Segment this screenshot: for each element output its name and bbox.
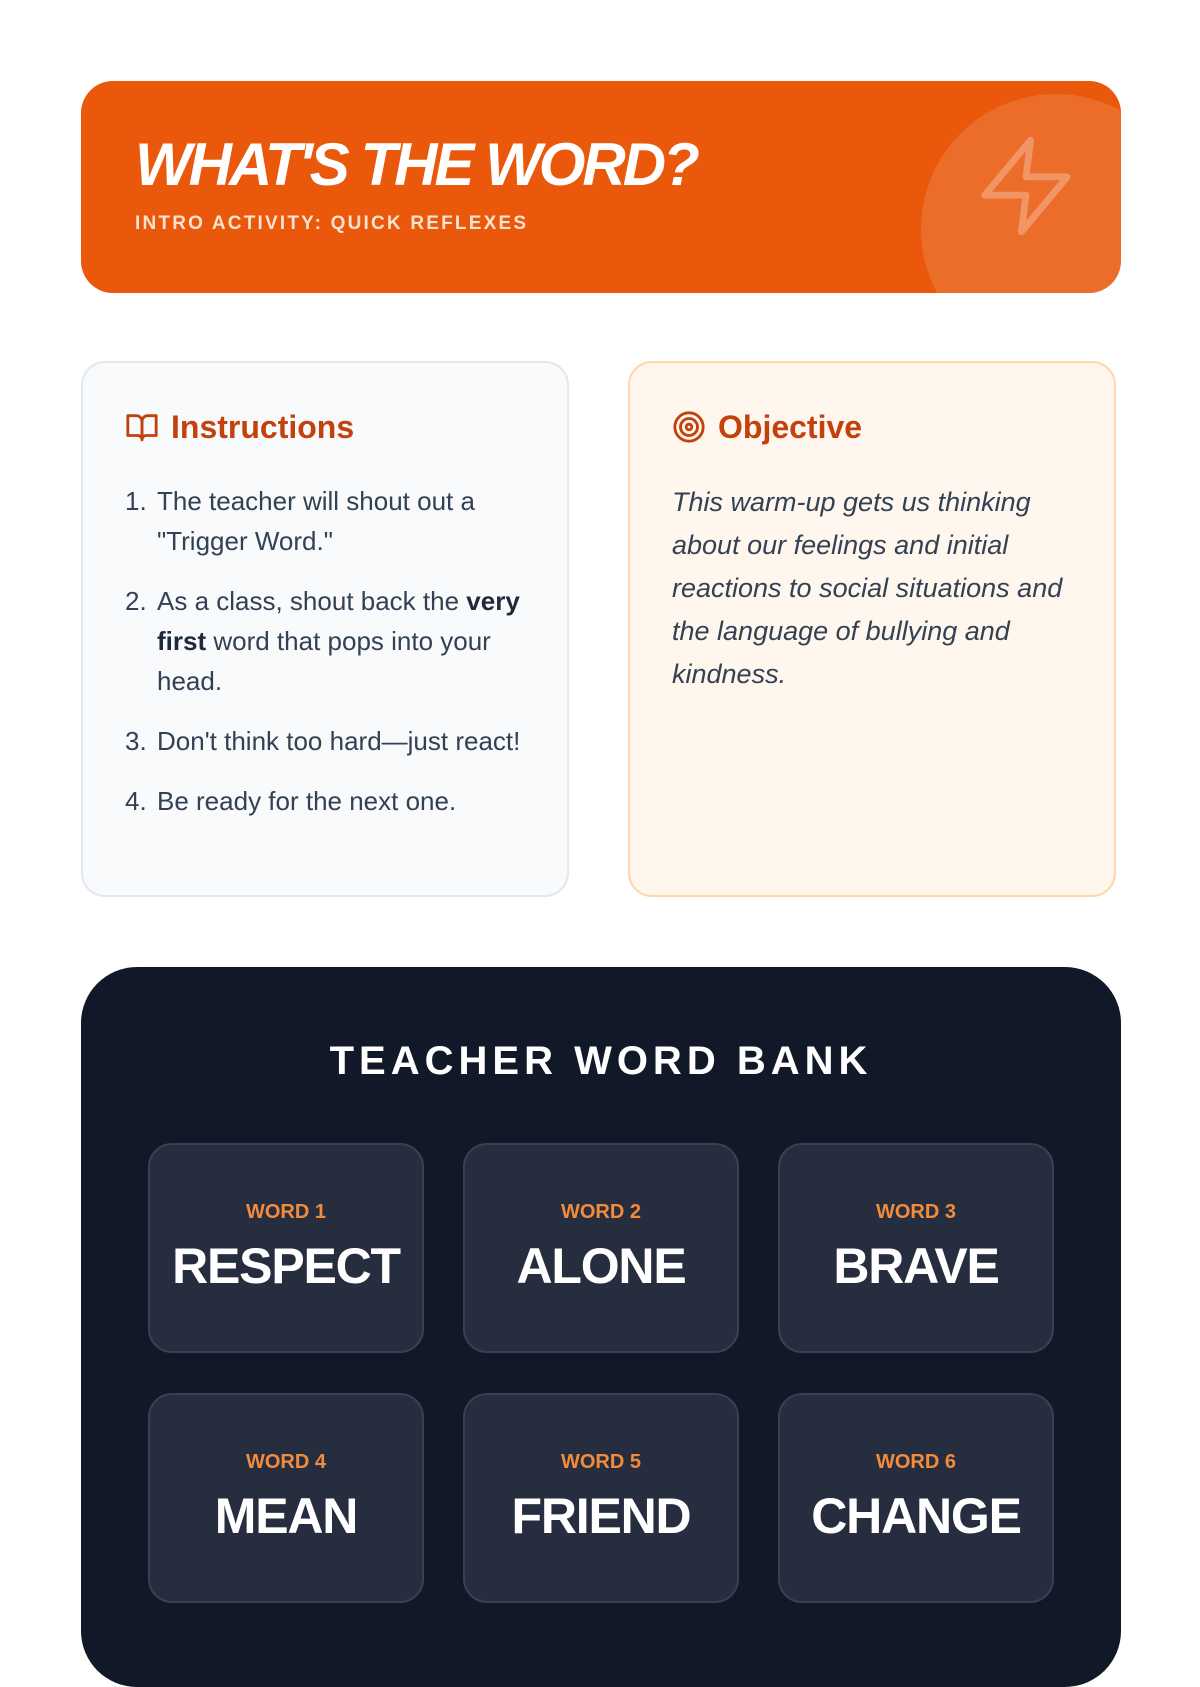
word-label: WORD 5 [561,1451,641,1473]
trigger-word: MEAN [214,1488,358,1544]
step-number: 3. [125,726,147,756]
word-tile [778,1143,1054,1353]
trigger-word: ALONE [516,1238,686,1294]
word-bank-panel [81,967,1121,1687]
page-title: WHAT'S THE WORD? [135,131,697,198]
objective-card [628,361,1116,897]
trigger-word: BRAVE [833,1238,999,1294]
word-tile [463,1393,739,1603]
word-label: WORD 6 [876,1451,956,1473]
instructions-header [125,407,525,447]
word-tile [463,1143,739,1353]
header-banner [81,81,1121,293]
trigger-word: FRIEND [511,1488,691,1544]
word-bank-title: TEACHER WORD BANK [329,1039,873,1083]
word-label: WORD 3 [876,1201,956,1223]
word-tile [148,1143,424,1353]
word-tile [778,1393,1054,1603]
word-label: WORD 2 [561,1201,641,1223]
instructions-list [125,481,525,821]
lightning-bolt-icon [971,131,1081,241]
list-item [125,581,525,701]
list-item [125,781,525,821]
trigger-word: RESPECT [172,1238,400,1294]
step-text: Be ready for the next one. [157,786,457,816]
step-text-before: As a class, shout back the [157,586,467,616]
list-item [125,721,525,761]
list-item [125,481,525,561]
instructions-card [81,361,569,897]
word-tile [148,1393,424,1603]
objective-title: Objective [718,408,863,445]
objective-text: This warm-up gets us thinking about our feelings and initial reactions to social situations and the language of bullying and kindness. [672,487,1063,689]
word-label: WORD 1 [246,1201,326,1223]
step-text: The teacher will shout out a "Trigger Word." [157,486,475,556]
step-text: Don't think too hard—just react! [157,726,521,756]
trigger-word: CHANGE [811,1488,1021,1544]
step-text-emphasis: very first [157,586,520,656]
page-subtitle: INTRO ACTIVITY: QUICK REFLEXES [135,213,529,234]
step-number: 2. [125,586,147,616]
objective-header [672,407,1072,447]
step-number: 1. [125,486,147,516]
target-icon [672,410,706,444]
instructions-title: Instructions [171,408,355,445]
step-number: 4. [125,786,147,816]
step-text-after: word that pops into your head. [157,626,491,696]
word-label: WORD 4 [246,1451,326,1473]
open-book-icon [125,410,159,444]
